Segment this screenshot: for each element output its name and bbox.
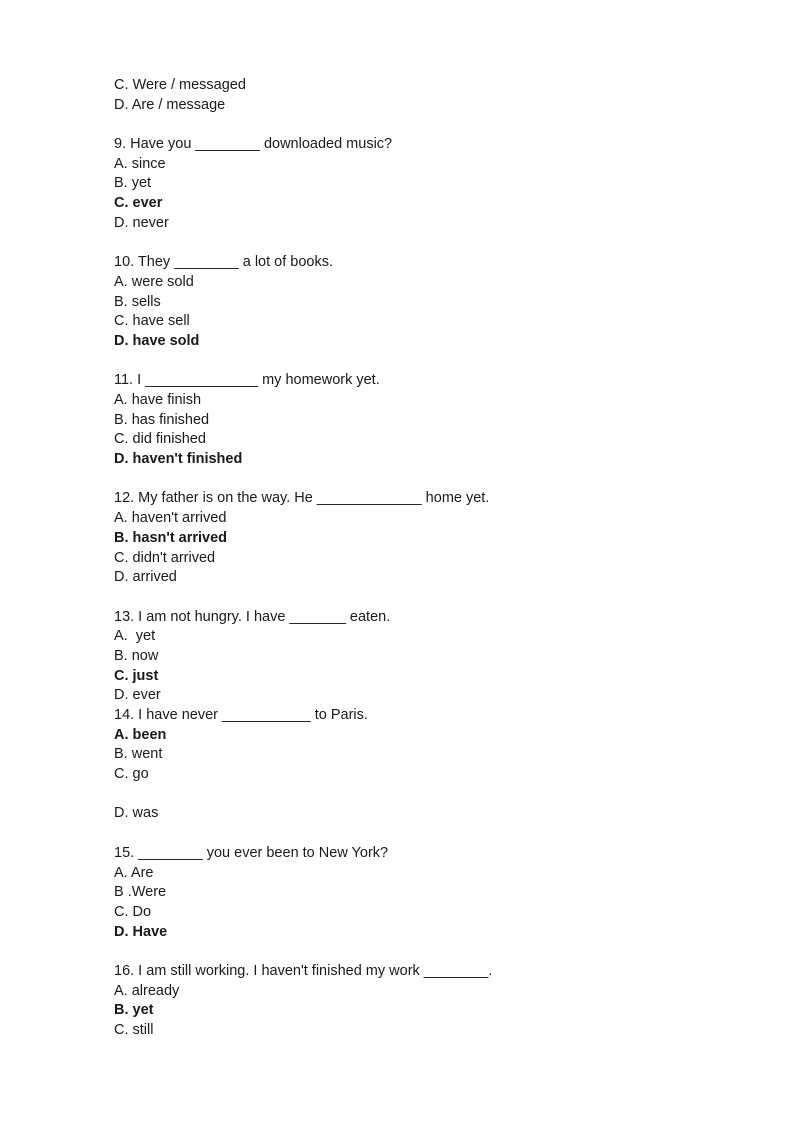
- answer-option-correct: C. ever: [114, 195, 163, 212]
- blank-line: [114, 115, 734, 135]
- answer-option: D. was: [114, 805, 159, 822]
- blank-line: [114, 470, 734, 490]
- answer-option: A. yet: [114, 628, 156, 645]
- blank-line: [114, 234, 734, 254]
- answer-option: B. went: [114, 746, 163, 763]
- answer-option: C. did finished: [114, 431, 206, 448]
- answer-option: C. Were / messaged: [114, 77, 246, 93]
- answer-option: A. Are: [114, 864, 154, 881]
- answer-option: D. never: [114, 214, 169, 231]
- answer-option-correct: D. haven't finished: [114, 451, 243, 468]
- answer-option: D. Are / message: [114, 96, 226, 113]
- blank-line: [114, 588, 734, 608]
- blank-line: [114, 352, 734, 372]
- document-page: [114, 76, 734, 1041]
- answer-option: C. have sell: [114, 313, 190, 330]
- answer-option: A. already: [114, 982, 180, 999]
- answer-option: B. sells: [114, 293, 161, 310]
- answer-option-correct: D. Have: [114, 923, 168, 940]
- answer-option: D. ever: [114, 687, 161, 704]
- question-text: 9. Have you ________ downloaded music?: [114, 136, 393, 153]
- answer-option: C. didn't arrived: [114, 549, 216, 566]
- blank-line: [114, 942, 734, 962]
- question-text: 10. They ________ a lot of books.: [114, 254, 334, 271]
- question-text: 13. I am not hungry. I have _______ eaten.: [114, 608, 391, 625]
- answer-option-correct: B. hasn't arrived: [114, 529, 228, 546]
- answer-option: C. go: [114, 766, 149, 783]
- question-text: 12. My father is on the way. He _____________ home yet.: [114, 490, 490, 507]
- answer-option-correct: D. have sold: [114, 332, 200, 349]
- question-text: 11. I ______________ my homework yet.: [114, 372, 380, 389]
- blank-line: [114, 824, 734, 844]
- answer-option: B. now: [114, 647, 159, 664]
- answer-option: A. since: [114, 155, 166, 172]
- answer-option: A. were sold: [114, 273, 194, 290]
- question-text: 16. I am still working. I haven't finished my work ________.: [114, 962, 493, 979]
- answer-option: A. haven't arrived: [114, 510, 227, 527]
- answer-option: C. Do: [114, 903, 152, 920]
- blank-line: [114, 785, 734, 805]
- answer-option-correct: C. just: [114, 667, 159, 684]
- answer-option: B .Were: [114, 884, 167, 901]
- question-text: 14. I have never ___________ to Paris.: [114, 707, 368, 723]
- answer-option-correct: A. been: [114, 726, 167, 743]
- answer-option: A. have finish: [114, 392, 202, 408]
- answer-option: B. has finished: [114, 411, 210, 428]
- answer-option: B. yet: [114, 175, 152, 192]
- answer-option-correct: B. yet: [114, 1002, 154, 1019]
- answer-option: D. arrived: [114, 569, 177, 586]
- question-text: 15. ________ you ever been to New York?: [114, 844, 389, 861]
- answer-option: C. still: [114, 1022, 154, 1038]
